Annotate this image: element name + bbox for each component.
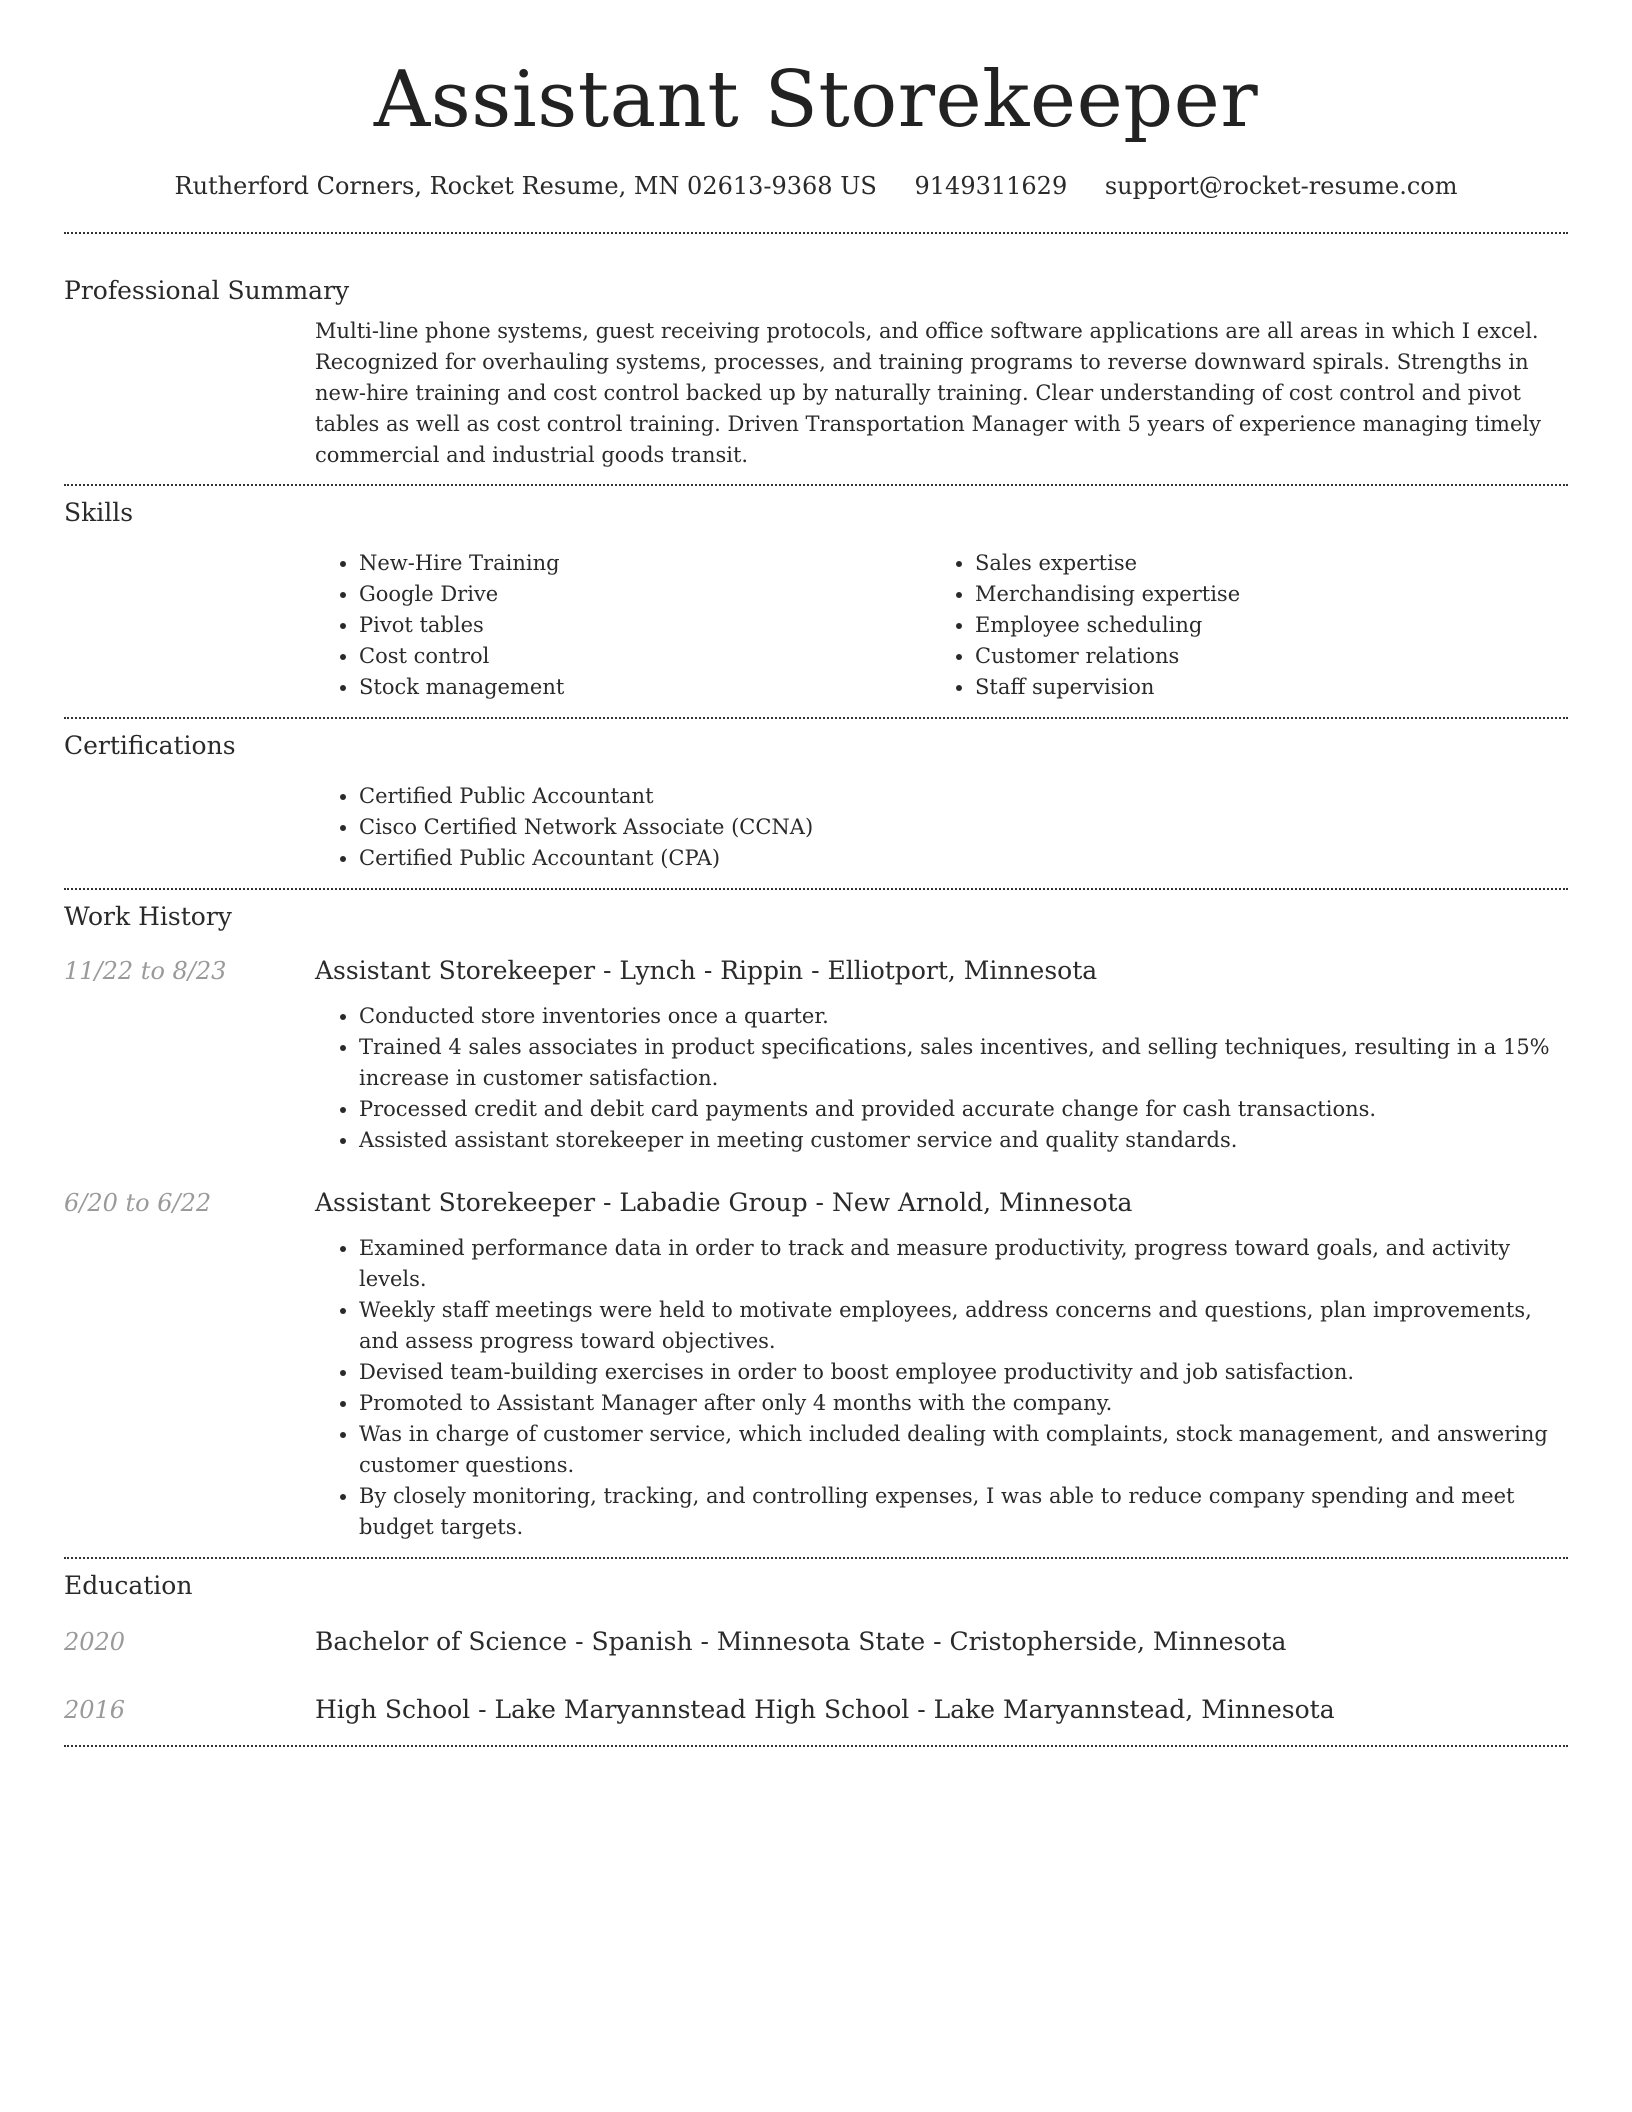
job-bullet: • Promoted to Assistant Manager after only 4 months with the company.: [359, 1388, 1568, 1419]
job-bullet: • Weekly staff meetings were held to motivate employees, address concerns and questions, plan improvements, and assess progress toward objectives.: [359, 1295, 1568, 1357]
skill-item: • Stock management: [359, 672, 931, 703]
job-title: Assistant Storekeeper - Labadie Group - New Arnold, Minnesota: [315, 1188, 1133, 1217]
job-dates: 11/22 to 8/23: [64, 957, 227, 985]
section-title-summary: Professional Summary: [64, 276, 350, 305]
job-bullets: [315, 1001, 1568, 1156]
section-title-education: Education: [64, 1571, 193, 1600]
contact-email: support@rocket-resume.com: [1104, 172, 1458, 200]
skills-column-right: [931, 548, 1547, 703]
certification-item: • Certified Public Accountant (CPA): [359, 843, 1568, 874]
job-bullet: • Devised team-building exercises in order to boost employee productivity and job satisfaction.: [359, 1357, 1568, 1388]
job-bullet: • Processed credit and debit card payments and provided accurate change for cash transactions.: [359, 1094, 1568, 1125]
job-bullet: • Examined performance data in order to track and measure productivity, progress toward goals, and activity levels.: [359, 1233, 1568, 1295]
skill-item: • Customer relations: [975, 641, 1547, 672]
education-year: 2016: [64, 1696, 126, 1724]
skill-item: • Employee scheduling: [975, 610, 1547, 641]
job-bullet: • By closely monitoring, tracking, and controlling expenses, I was able to reduce company spending and meet budget targets.: [359, 1481, 1568, 1543]
education-entry: [64, 1625, 1568, 1659]
section-title-certifications: Certifications: [64, 731, 236, 760]
skill-item: • Staff supervision: [975, 672, 1547, 703]
certifications-content: [315, 781, 1568, 874]
education-entry: [64, 1693, 1568, 1727]
job-title: Assistant Storekeeper - Lynch - Rippin - Elliotport, Minnesota: [315, 956, 1098, 985]
skills-section: [64, 486, 1568, 703]
contact-line: [64, 170, 1568, 202]
job-bullet: • Trained 4 sales associates in product specifications, sales incentives, and selling techniques, resulting in a 15% increase in customer satisfaction.: [359, 1032, 1568, 1094]
job-entry: [64, 954, 1568, 1156]
education-title: Bachelor of Science - Spanish - Minnesota State - Cristopherside, Minnesota: [315, 1627, 1287, 1656]
section-title-skills: Skills: [64, 498, 134, 527]
certification-item: • Certified Public Accountant: [359, 781, 1568, 812]
contact-address: Rutherford Corners, Rocket Resume, MN 02613-9368 US: [174, 172, 877, 200]
education-year: 2020: [64, 1628, 126, 1656]
job-bullets: [315, 1233, 1568, 1543]
education-section: [64, 1559, 1568, 1727]
section-title-work-history: Work History: [64, 902, 232, 931]
skill-item: • New-Hire Training: [359, 548, 931, 579]
job-bullet: • Conducted store inventories once a quarter.: [359, 1001, 1568, 1032]
divider: [64, 1745, 1568, 1747]
job-bullet: • Was in charge of customer service, which included dealing with complaints, stock management, and answering customer questions.: [359, 1419, 1568, 1481]
contact-phone: 9149311629: [914, 172, 1068, 200]
skill-item: • Pivot tables: [359, 610, 931, 641]
job-dates: 6/20 to 6/22: [64, 1189, 212, 1217]
certification-item: • Cisco Certified Network Associate (CCNA): [359, 812, 1568, 843]
skill-item: • Sales expertise: [975, 548, 1547, 579]
education-title: High School - Lake Maryannstead High School - Lake Maryannstead, Minnesota: [315, 1695, 1335, 1724]
summary-content: [315, 316, 1568, 471]
skills-list: [315, 548, 1568, 703]
candidate-name: Assistant Storekeeper: [373, 55, 1259, 145]
skills-column-left: [315, 548, 931, 703]
certifications-section: [64, 719, 1568, 874]
summary-section: [64, 234, 1568, 471]
skill-item: • Merchandising expertise: [975, 579, 1547, 610]
resume-header: [64, 0, 1568, 202]
skill-item: • Cost control: [359, 641, 931, 672]
job-entry: [64, 1186, 1568, 1543]
skill-item: • Google Drive: [359, 579, 931, 610]
job-bullet: • Assisted assistant storekeeper in meeting customer service and quality standards.: [359, 1125, 1568, 1156]
summary-text: Multi-line phone systems, guest receiving protocols, and office software applications are all areas in which I excel. Recognized for overhauling systems, processes, and training programs to reverse downward spirals. Strengths in new-hire training and cost control backed up by naturally training. Clear understanding of cost control and pivot tables as well as cost control training. Driven Transportation Manager with 5 years of experience managing timely commercial and industrial goods transit.: [315, 319, 1541, 467]
work-history-section: [64, 890, 1568, 1543]
